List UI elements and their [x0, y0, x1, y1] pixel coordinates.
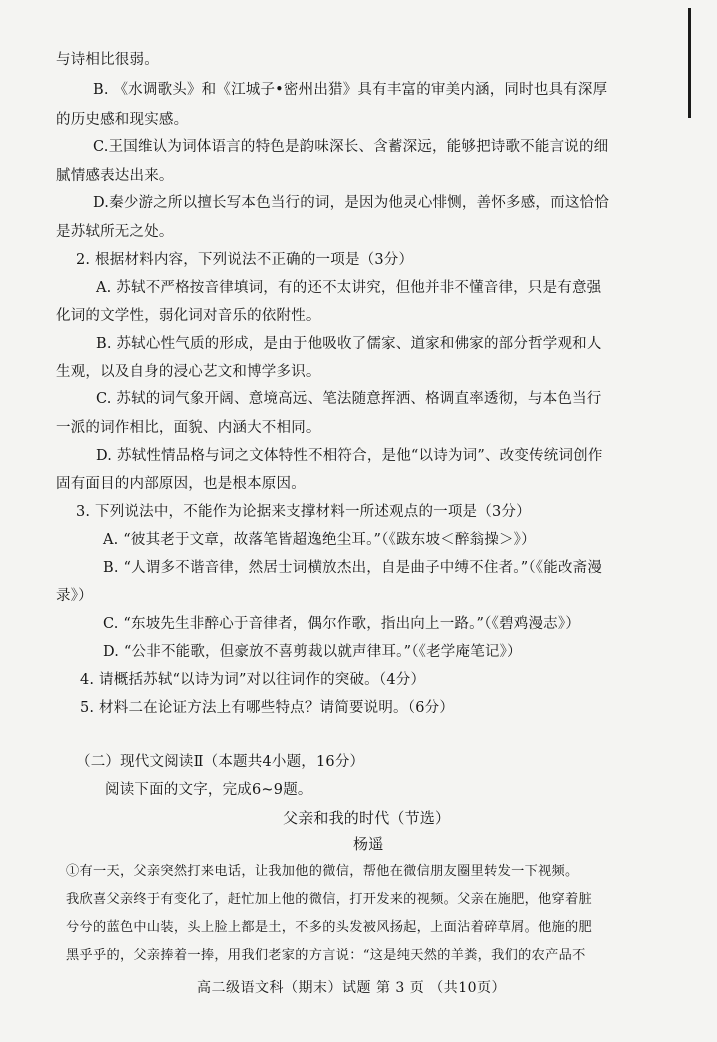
question-2: 2. 根据材料内容，下列说法不正确的一项是（3分） [76, 252, 414, 268]
passage-line: 我欣喜父亲终于有变化了，赶忙加上他的微信，打开发来的视频。父亲在施肥，他穿着脏 [66, 892, 593, 907]
question-5: 5. 材料二在论证方法上有哪些特点？请简要说明。（6分） [80, 700, 455, 716]
text-line: 化词的文学性，弱化词对音乐的依附性。 [56, 308, 321, 324]
passage-author: 杨遥 [353, 835, 384, 853]
question-4: 4. 请概括苏轼“以诗为词”对以往词作的突破。（4分） [80, 672, 426, 688]
option-line: B. “人谓多不谐音律，然居士词横放杰出，自是曲子中缚不住者。”（《能改斋漫 [103, 560, 603, 576]
instruction-line: 阅读下面的文字，完成6~9题。 [105, 782, 313, 798]
passage-title: 父亲和我的时代（节选） [283, 809, 451, 827]
text-line: 的历史感和现实感。 [56, 112, 189, 128]
option-line: C. 苏轼的词气象开阔、意境高远、笔法随意挥洒、格调直率透彻，与本色当行 [96, 391, 602, 407]
option-line: D. 苏轼性情品格与词之文体特性不相符合，是他“以诗为词”、改变传统词创作 [96, 448, 603, 464]
text-line: 与诗相比很弱。 [56, 52, 159, 68]
text-line: 腻情感表达出来。 [56, 168, 174, 184]
option-line: A. 苏轼不严格按音律填词，有的还不太讲究，但他并非不懂音律，只是有意强 [96, 280, 602, 296]
text-line: 一派的词作相比，面貌、内涵大不相同。 [56, 420, 321, 436]
option-line: B. 苏轼心性气质的形成，是由于他吸收了儒家、道家和佛家的部分哲学观和人 [96, 336, 602, 352]
option-line: C.王国维认为词体语言的特色是韵味深长、含蓄深远，能够把诗歌不能言说的细 [93, 139, 609, 155]
passage-line: ①有一天，父亲突然打来电话，让我加他的微信，帮他在微信朋友圈里转发一下视频。 [66, 864, 579, 879]
question-3: 3. 下列说法中，不能作为论据来支撑材料一所述观点的一项是（3分） [76, 504, 531, 520]
option-line: B. 《水调歌头》和《江城子•密州出猎》具有丰富的审美内涵，同时也具有深厚 [93, 82, 608, 98]
text-line: 是苏轼所无之处。 [56, 224, 174, 240]
passage-line: 黑乎乎的，父亲捧着一捧，用我们老家的方言说：“这是纯天然的羊粪，我们的农产品不 [66, 948, 586, 963]
passage-line: 兮兮的蓝色中山装，头上脸上都是土，不多的头发被风扬起，上面沾着碎草屑。他施的肥 [66, 920, 593, 935]
section-heading: （二）现代文阅读Ⅱ（本题共4小题，16分） [76, 754, 365, 770]
margin-binding-line [688, 8, 691, 118]
option-line: C. “东坡先生非醉心于音律者，偶尔作歌，指出向上一路。”（《碧鸡漫志》） [103, 616, 581, 632]
option-line: D. “公非不能歌，但豪放不喜剪裁以就声律耳。”（《老学庵笔记》） [103, 644, 522, 660]
option-line: A. “彼其老于文章，故落笔皆超逸绝尘耳。”（《跋东坡＜醉翁操＞》） [103, 532, 536, 548]
option-line: D.秦少游之所以擅长写本色当行的词，是因为他灵心悱恻，善怀多感，而这恰恰 [93, 195, 609, 211]
text-line: 固有面目的内部原因，也是根本原因。 [56, 476, 306, 492]
page-footer: 高二级语文科（期末）试题 第 3 页 （共10页） [197, 980, 507, 996]
text-line: 生观，以及自身的浸心艺文和博学多识。 [56, 364, 321, 380]
text-line: 录》） [56, 588, 93, 604]
